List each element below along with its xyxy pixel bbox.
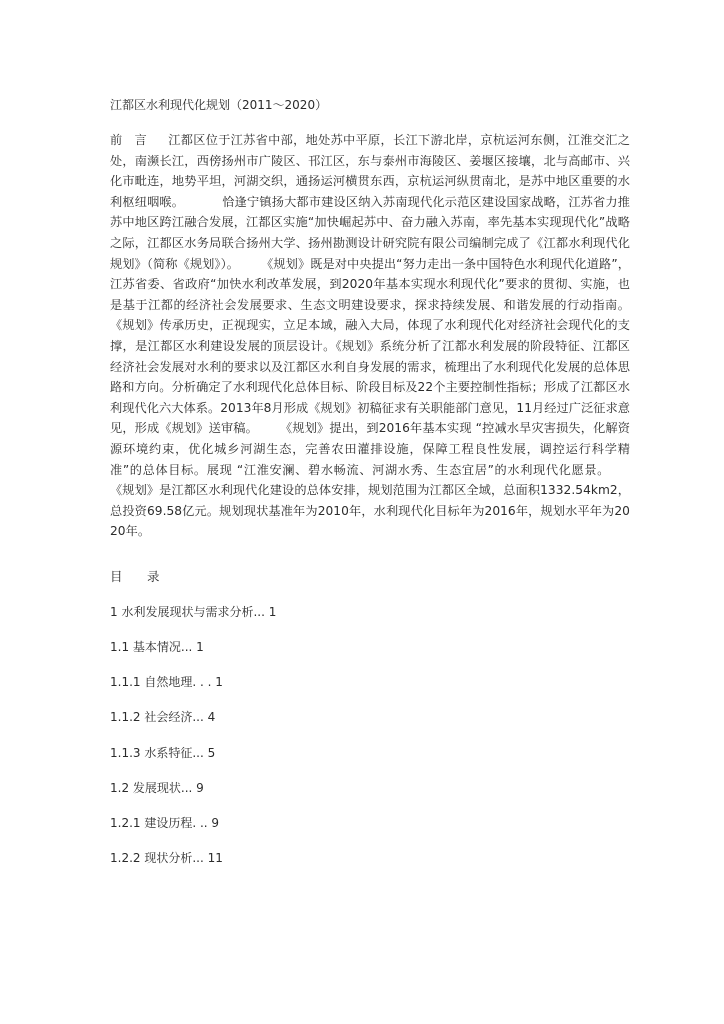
toc-entry[interactable]: 1 水利发展现状与需求分析... 1 — [110, 604, 277, 619]
toc-heading: 目 录 — [110, 568, 166, 584]
document-page — [110, 96, 630, 867]
preface-paragraph-1: 江都区位于江苏省中部，地处苏中平原，长江下游北岸，京杭运河东侧，江淮交汇之处，南濒长江，西傍扬州市广陵区、邗江区，东与泰州市海陵区、姜堰区接壤，北与高邮市、兴化市毗连，地势平坦，河湖交织，通扬运河横贯东西，京杭运河纵贯南北，是苏中地区重要的水利枢纽咽喉。 — [110, 133, 630, 209]
preface-body — [110, 130, 630, 542]
document-title: 江都区水利现代化规划（2011～2020） — [110, 98, 328, 112]
toc-entry[interactable]: 1.2.1 建设历程. .. 9 — [110, 816, 220, 830]
toc-entry[interactable]: 1.1 基本情况... 1 — [110, 640, 204, 655]
toc-entry[interactable]: 1.1.3 水系特征... 5 — [110, 745, 216, 760]
toc-entry[interactable]: 1.2.2 现状分析... 11 — [110, 851, 223, 866]
table-of-contents — [110, 603, 630, 867]
toc-entry[interactable]: 1.1.1 自然地理. . . 1 — [110, 675, 223, 690]
preface-paragraph-5: 《规划》是江都区水利现代化建设的总体安排，规划范围为江都区全域，总面积1332.54km2，总投资69.58亿元。规划现状基准年为2010年，水利现代化目标年为2016年，规划水平年为2020年。 — [110, 483, 630, 539]
preface-paragraph-4: 《规划》提出，到2016年基本实现 “控减水旱灾害损失，化解资源环境约束，优化城乡河湖生态，完善农田灌排设施，保障工程良性发展，调控运行科学精准”的总体目标。展现 “江淮安澜、碧水畅流、河湖水秀、生态宜居”的水利现代化愿景。 — [110, 421, 630, 477]
preface-paragraph-2: 恰逢宁镇扬大都市建设区纳入苏南现代化示范区建设国家战略，江苏省力推苏中地区跨江融合发展，江都区实施“加快崛起苏中、奋力融入苏南，率先基本实现现代化”战略之际，江都区水务局联合扬州大学、扬州勘测设计研究院有限公司编制完成了《江都水利现代化规划》（简称《规划》）。 — [110, 194, 630, 271]
preface-label: 前 言 — [110, 133, 147, 147]
toc-entry[interactable]: 1.1.2 社会经济... 4 — [110, 710, 216, 725]
preface-paragraph-3: 《规划》既是对中央提出“努力走出一条中国特色水利现代化道路”，江苏省委、省政府“加快水利改革发展，到2020年基本实现水利现代化”要求的贯彻、实施，也是基于江都的经济社会发展要求、生态文明建设要求，探求持续发展、和谐发展的行动指南。《规划》传承历史，正视现实，立足本域，融入大局，体现了水利现代化对经济社会现代化的支撑，是江都区水利建设发展的顶层设计。《规划》系统分析了江都水利发展的阶段特征、江都区经济社会发展对水利的要求以及江都区水利自身发展的需求，梳理出了水利现代化发展的总体思路和方向。分析确定了水利现代化总体目标、阶段目标及22个主要控制性指标；形成了江都区水利现代化六大体系。2013年8月形成《规划》初稿征求有关职能部门意见，11月经过广泛征求意见，形成《规划》送审稿。 — [110, 256, 630, 436]
toc-entry[interactable]: 1.2 发展现状... 9 — [110, 780, 204, 795]
